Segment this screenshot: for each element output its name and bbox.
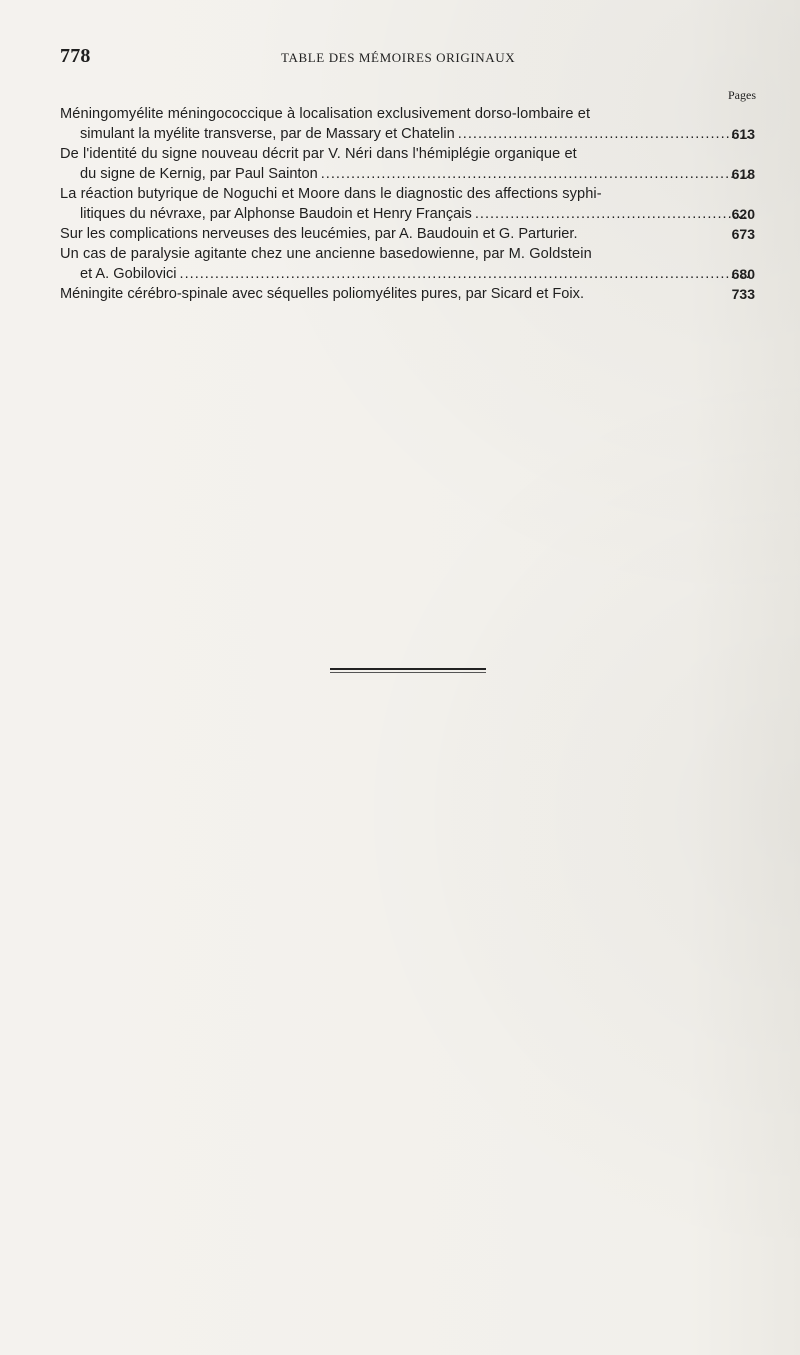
toc-entry-text: Sur les complications nerveuses des leucémies, par A. Baudouin et G. Parturier. bbox=[60, 226, 578, 242]
toc-entry bbox=[60, 144, 754, 184]
page-reference: 673 bbox=[731, 226, 755, 242]
toc-entry-line bbox=[60, 184, 700, 204]
toc-entry-line bbox=[60, 104, 700, 124]
dot-leader bbox=[458, 124, 750, 144]
toc-entry bbox=[60, 244, 754, 284]
page-reference: 620 bbox=[731, 206, 755, 222]
section-end-rule bbox=[330, 668, 486, 670]
toc-entry-text: Méningomyélite méningococcique à localisation exclusivement dorso-lombaire et bbox=[60, 106, 591, 122]
toc-entry-line bbox=[60, 284, 754, 304]
toc-entry-line bbox=[60, 124, 754, 144]
toc-entry-line bbox=[60, 204, 754, 224]
toc-entry bbox=[60, 184, 754, 224]
toc-entry-line bbox=[60, 164, 754, 184]
toc-entry-text: Méningite cérébro-spinale avec séquelles poliomyélites pures, par Sicard et Foix. bbox=[60, 286, 585, 302]
toc-entry-line bbox=[60, 144, 700, 164]
page-reference: 733 bbox=[731, 286, 755, 302]
toc-entry-text: Un cas de paralysie agitante chez une ancienne basedowienne, par M. Goldstein bbox=[60, 246, 592, 262]
toc-entry-text: du signe de Kernig, par Paul Sainton bbox=[80, 166, 318, 182]
toc-entry-line bbox=[60, 264, 754, 284]
toc-entry-text: La réaction butyrique de Noguchi et Moore dans le diagnostic des affections syphi- bbox=[60, 186, 602, 202]
toc-entry bbox=[60, 224, 754, 244]
toc-entry-line bbox=[60, 244, 700, 264]
dot-leader bbox=[321, 164, 750, 184]
dot-leader bbox=[180, 264, 750, 284]
toc-entry-text: De l'identité du signe nouveau décrit par V. Néri dans l'hémiplégie organique et bbox=[60, 146, 577, 162]
running-head: TABLE DES MÉMOIRES ORIGINAUX bbox=[281, 50, 516, 65]
page-reference: 680 bbox=[731, 266, 755, 282]
page-reference: 618 bbox=[731, 166, 755, 182]
toc-entry-line bbox=[60, 224, 754, 244]
table-of-contents bbox=[60, 104, 754, 304]
toc-entry-text: litiques du névraxe, par Alphonse Baudoin et Henry Français bbox=[80, 206, 472, 222]
page-reference: 613 bbox=[731, 126, 755, 142]
toc-entry-text: simulant la myélite transverse, par de Massary et Chatelin bbox=[80, 126, 455, 142]
toc-entry-text: et A. Gobilovici bbox=[80, 266, 177, 282]
pages-column-label: Pages bbox=[728, 88, 756, 102]
page-number: 778 bbox=[60, 45, 91, 67]
dot-leader bbox=[475, 204, 750, 224]
toc-entry bbox=[60, 284, 754, 304]
toc-entry bbox=[60, 104, 754, 144]
